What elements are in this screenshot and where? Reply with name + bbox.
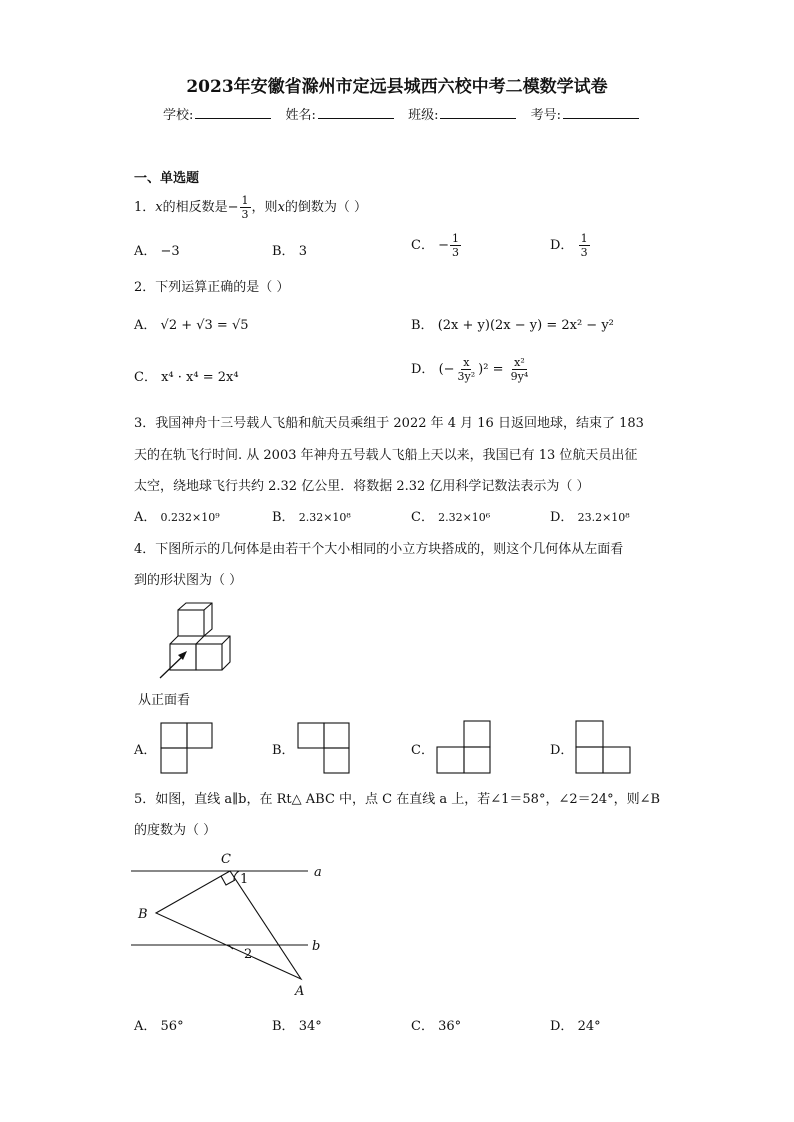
student-info-row	[163, 104, 649, 123]
q3-a-label: A．	[134, 510, 157, 525]
q1-text1: 的相反数是	[162, 200, 228, 215]
q5-b-label: B．	[272, 1019, 295, 1034]
q2-a-text: √2 + √3 = √5	[160, 318, 249, 333]
q2-d-frac1	[456, 356, 478, 383]
page-title: 2023年安徽省滁州市定远县城西六校中考二模数学试卷	[186, 77, 608, 97]
q1-var2: x	[277, 200, 285, 215]
q4-b-label: B．	[272, 743, 295, 758]
label-line-b: b	[312, 939, 321, 954]
q1-d-fraction	[579, 232, 590, 259]
q5-d-label: D．	[550, 1019, 574, 1034]
q1-neg: −	[227, 200, 239, 215]
q4-b-shape	[297, 722, 351, 774]
q1-a-text: −3	[160, 244, 180, 259]
bottom-left-top	[170, 636, 204, 644]
q2-c-text: x⁴ · x⁴ = 2x⁴	[161, 370, 239, 385]
q4-d-label: D．	[550, 743, 574, 758]
q3-d-label: D．	[550, 510, 574, 525]
q3-line-1: 3．我国神舟十三号载人飞船和航天员乘组于 2022 年 4 月 16 日返回地球，结束了 183	[134, 416, 644, 431]
q3-b-text: 2.32×10⁸	[298, 511, 351, 524]
label-line-a: a	[314, 865, 322, 880]
bottom-right-edge	[222, 636, 230, 644]
q2-d-label: D．	[411, 362, 435, 377]
q1-num: 1．	[134, 200, 156, 215]
q5-option-a[interactable]	[134, 1015, 184, 1034]
q1-c-den: 3	[452, 246, 459, 259]
q2-d-num: x	[463, 356, 470, 369]
q2-b-text: (2x + y)(2x − y) = 2x² − y²	[437, 318, 614, 333]
section-title: 一、单选题	[134, 171, 200, 186]
q2-option-d[interactable]	[411, 356, 531, 383]
q1-option-a[interactable]	[134, 240, 180, 259]
q3-a-text: 0.232×10⁹	[160, 511, 220, 524]
bottom-right-cube	[196, 644, 222, 670]
q3-option-b[interactable]	[272, 506, 351, 525]
q3-b-label: B．	[272, 510, 295, 525]
q5-a-text: 56°	[160, 1019, 184, 1034]
q2-option-a[interactable]	[134, 314, 249, 333]
q1-c-fraction	[450, 232, 461, 259]
q4-line-2: 到的形状图为（ ）	[134, 573, 243, 588]
q5-option-d[interactable]	[550, 1015, 601, 1034]
q1-fraction	[240, 194, 251, 221]
q1-c-num: 1	[452, 232, 459, 245]
label-c: C	[221, 852, 231, 867]
q3-option-a[interactable]	[134, 506, 220, 525]
q2-d-rnum: x²	[514, 356, 525, 369]
q2-d-rden: 9y⁴	[510, 370, 529, 383]
q2-d-den: 3y²	[457, 370, 476, 383]
q1-text2: ，则	[251, 200, 278, 215]
q4-option-a[interactable]	[134, 739, 156, 758]
q4-line-1: 4．下图所示的几何体是由若干个大小相同的小立方块搭成的，则这个几何体从左面看	[134, 542, 624, 557]
top-cube-front	[178, 610, 204, 636]
label-angle-2: 2	[244, 947, 253, 962]
name-blank[interactable]	[318, 106, 394, 119]
q5-option-b[interactable]	[272, 1015, 322, 1034]
q2-option-b[interactable]	[411, 314, 614, 333]
q3-option-d[interactable]	[550, 506, 630, 525]
q1-c-label: C．	[411, 238, 434, 253]
q3-d-text: 23.2×10⁸	[577, 511, 630, 524]
triangle-figure	[125, 845, 340, 1000]
q1-b-label: B．	[272, 244, 295, 259]
school-label: 学校:	[163, 108, 194, 123]
q1-option-c[interactable]	[411, 232, 462, 259]
label-a-point: A	[295, 984, 305, 999]
q5-a-label: A．	[134, 1019, 157, 1034]
top-cube-edge	[204, 603, 212, 610]
q5-c-text: 36°	[438, 1019, 462, 1034]
q3-line-2: 天的在轨飞行时间. 从 2003 年神舟五号载人飞船上天以来，我国已有 13 位航天员出征	[134, 448, 638, 463]
q1-text3: 的倒数为（ ）	[284, 200, 368, 215]
q2-c-label: C．	[134, 370, 157, 385]
q4-c-label: C．	[411, 743, 434, 758]
q1-b-text: 3	[298, 244, 307, 259]
q5-c-label: C．	[411, 1019, 434, 1034]
q5-d-text: 24°	[577, 1019, 601, 1034]
right-angle-mark	[221, 876, 235, 885]
q1-c-neg: −	[438, 238, 449, 253]
q1-d-label: D．	[550, 238, 574, 253]
q2-d-left: (−	[438, 362, 455, 377]
q1-frac-num: 1	[241, 194, 249, 207]
q4-d-shape	[575, 720, 633, 774]
q2-a-label: A．	[134, 318, 157, 333]
q3-c-label: C．	[411, 510, 434, 525]
q4-option-c[interactable]	[411, 739, 434, 758]
q1-var: x	[155, 200, 163, 215]
q3-c-text: 2.32×10⁶	[438, 511, 491, 524]
q4-a-shape	[160, 722, 214, 774]
q4-a-label: A．	[134, 743, 157, 758]
label-b: B	[138, 907, 148, 922]
q1-d-den: 3	[580, 246, 588, 259]
arrow-icon	[160, 651, 187, 678]
q4-c-shape	[436, 720, 492, 774]
q5-line-2: 的度数为（ ）	[134, 823, 217, 838]
question-2: 2．下列运算正确的是（ ）	[134, 280, 290, 295]
id-label: 考号:	[530, 108, 561, 123]
school-blank[interactable]	[195, 106, 271, 119]
triangle-abc	[156, 871, 301, 979]
front-view-label: 从正面看	[138, 693, 191, 708]
q1-option-b[interactable]	[272, 240, 307, 259]
label-angle-1: 1	[240, 872, 249, 887]
name-label: 姓名:	[285, 108, 316, 123]
id-blank[interactable]	[563, 106, 639, 119]
q5-b-text: 34°	[298, 1019, 322, 1034]
q4-option-b[interactable]	[272, 739, 295, 758]
q2-b-label: B．	[411, 318, 434, 333]
q1-option-d[interactable]	[550, 232, 591, 259]
q2-d-right: )² =	[478, 362, 504, 377]
q5-option-c[interactable]	[411, 1015, 461, 1034]
q1-d-num: 1	[580, 232, 588, 245]
class-blank[interactable]	[440, 106, 516, 119]
q1-frac-den: 3	[241, 208, 249, 221]
q3-line-3: 太空，绕地球飞行共约 2.32 亿公里．将数据 2.32 亿用科学记数法表示为（ ）	[134, 479, 590, 494]
q2-option-c[interactable]	[134, 366, 239, 385]
q5-line-1: 5．如图，直线 a∥b，在 Rt△ ABC 中，点 C 在直线 a 上，若∠1＝58°，∠2＝24°，则∠B	[134, 792, 661, 807]
q4-option-d[interactable]	[550, 739, 573, 758]
question-1	[134, 194, 367, 221]
q2-d-frac2	[509, 356, 531, 383]
class-label: 班级:	[408, 108, 439, 123]
q3-option-c[interactable]	[411, 506, 490, 525]
q1-a-label: A．	[134, 244, 157, 259]
